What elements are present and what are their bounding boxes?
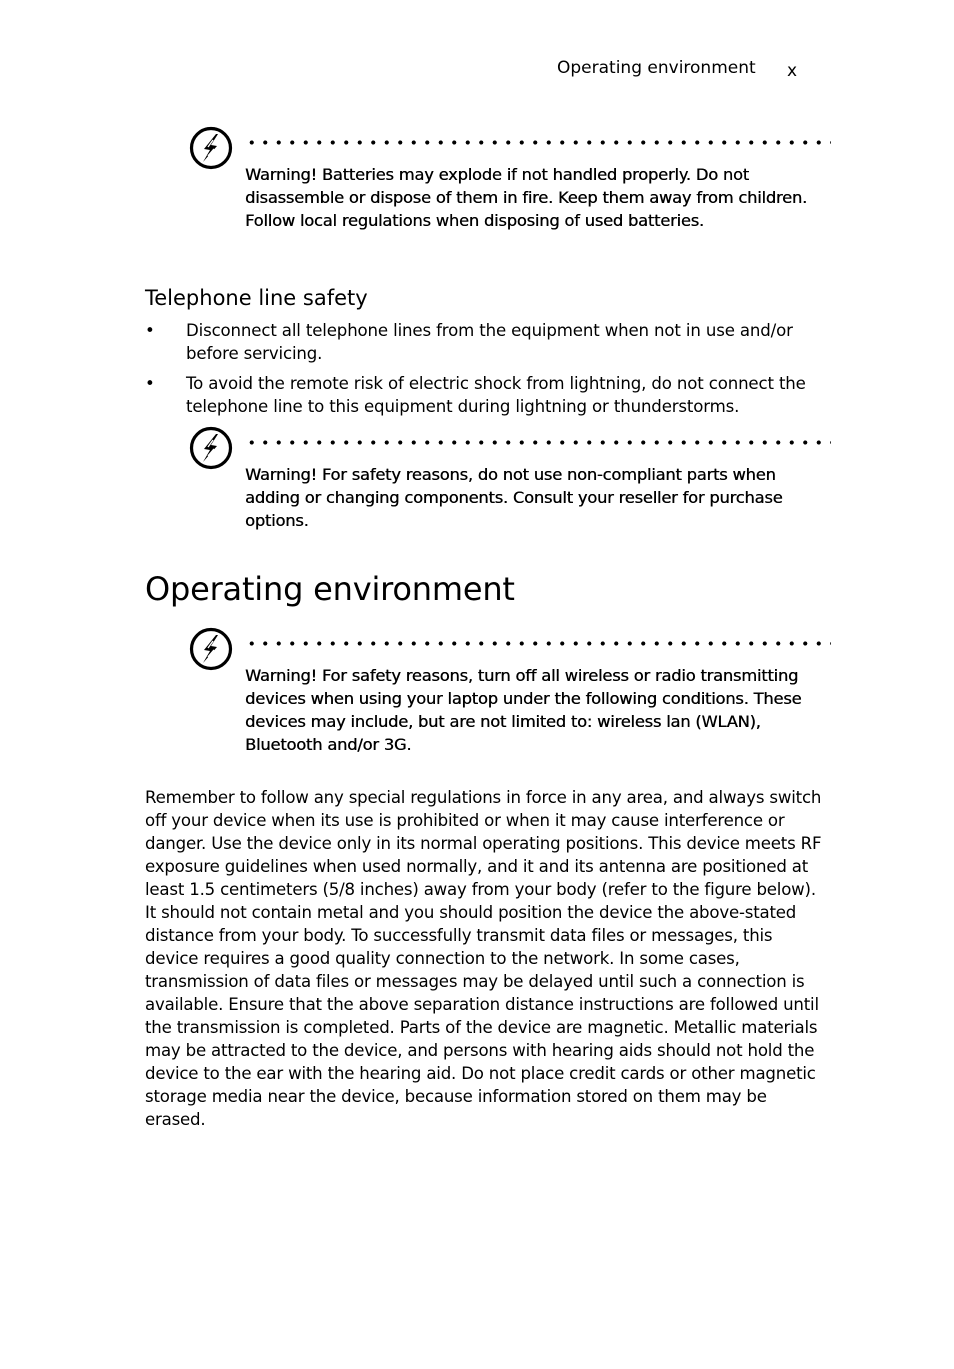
dotted-divider [245,641,831,646]
page-number: x [787,61,798,81]
chapter-title: Operating environment [145,570,515,608]
body-paragraph: Remember to follow any special regulations in force in any area, and always switch off your device when its use is prohibited or when it may cause interference or danger. Use the device only in its normal operating positions. This device meets RF exposure guidelines when used normally, and it and its antenna are positioned at least 1.5 centimeters (5/8 inches) away from your body (refer to the figure below). It should not contain metal and you should position the device the above-stated distance from your body. To successfully transmit data files or messages, this device requires a good quality connection to the network. In some cases, transmission of data files or messages may be delayed until such a connection is available. Ensure that the above separation distance instructions are followed until the transmission is completed. Parts of the device are magnetic. Metallic materials may be attracted to the device, and persons with hearing aids should not hold the device to the ear with the hearing aid. Do not place credit cards or other magnetic storage media near the device, because information stored on them may be erased. [145,788,822,1129]
lightning-bolt-warning-icon [189,126,233,170]
list-item-text: Disconnect all telephone lines from the equipment when not in use and/or before servicing. [186,321,793,363]
lightning-bolt-warning-icon [189,627,233,671]
bullet-icon: • [145,374,155,393]
lightning-bolt-warning-icon [189,426,233,470]
list-item [145,319,835,365]
list-item [145,372,835,418]
warning-text: Warning! For safety reasons, do not use non-compliant parts when adding or changing components. Consult your reseller for purchase options. [245,465,783,530]
bullet-icon: • [145,321,155,340]
running-header-title: Operating environment [557,58,756,78]
warning-text: Warning! For safety reasons, turn off all wireless or radio transmitting devices when using your laptop under the following conditions. These devices may include, but are not limited to: wireless lan (WLAN), Bluetooth and/or 3G. [245,666,802,754]
warning-text: Warning! Batteries may explode if not handled properly. Do not disassemble or dispose of them in fire. Keep them away from children. Follow local regulations when disposing of used batteries. [245,165,807,230]
telephone-bullet-list [145,319,835,425]
dotted-divider [245,440,831,445]
section-heading-telephone: Telephone line safety [145,286,368,310]
list-item-text: To avoid the remote risk of electric shock from lightning, do not connect the telephone line to this equipment during lightning or thunderstorms. [186,374,806,416]
dotted-divider [245,140,831,145]
